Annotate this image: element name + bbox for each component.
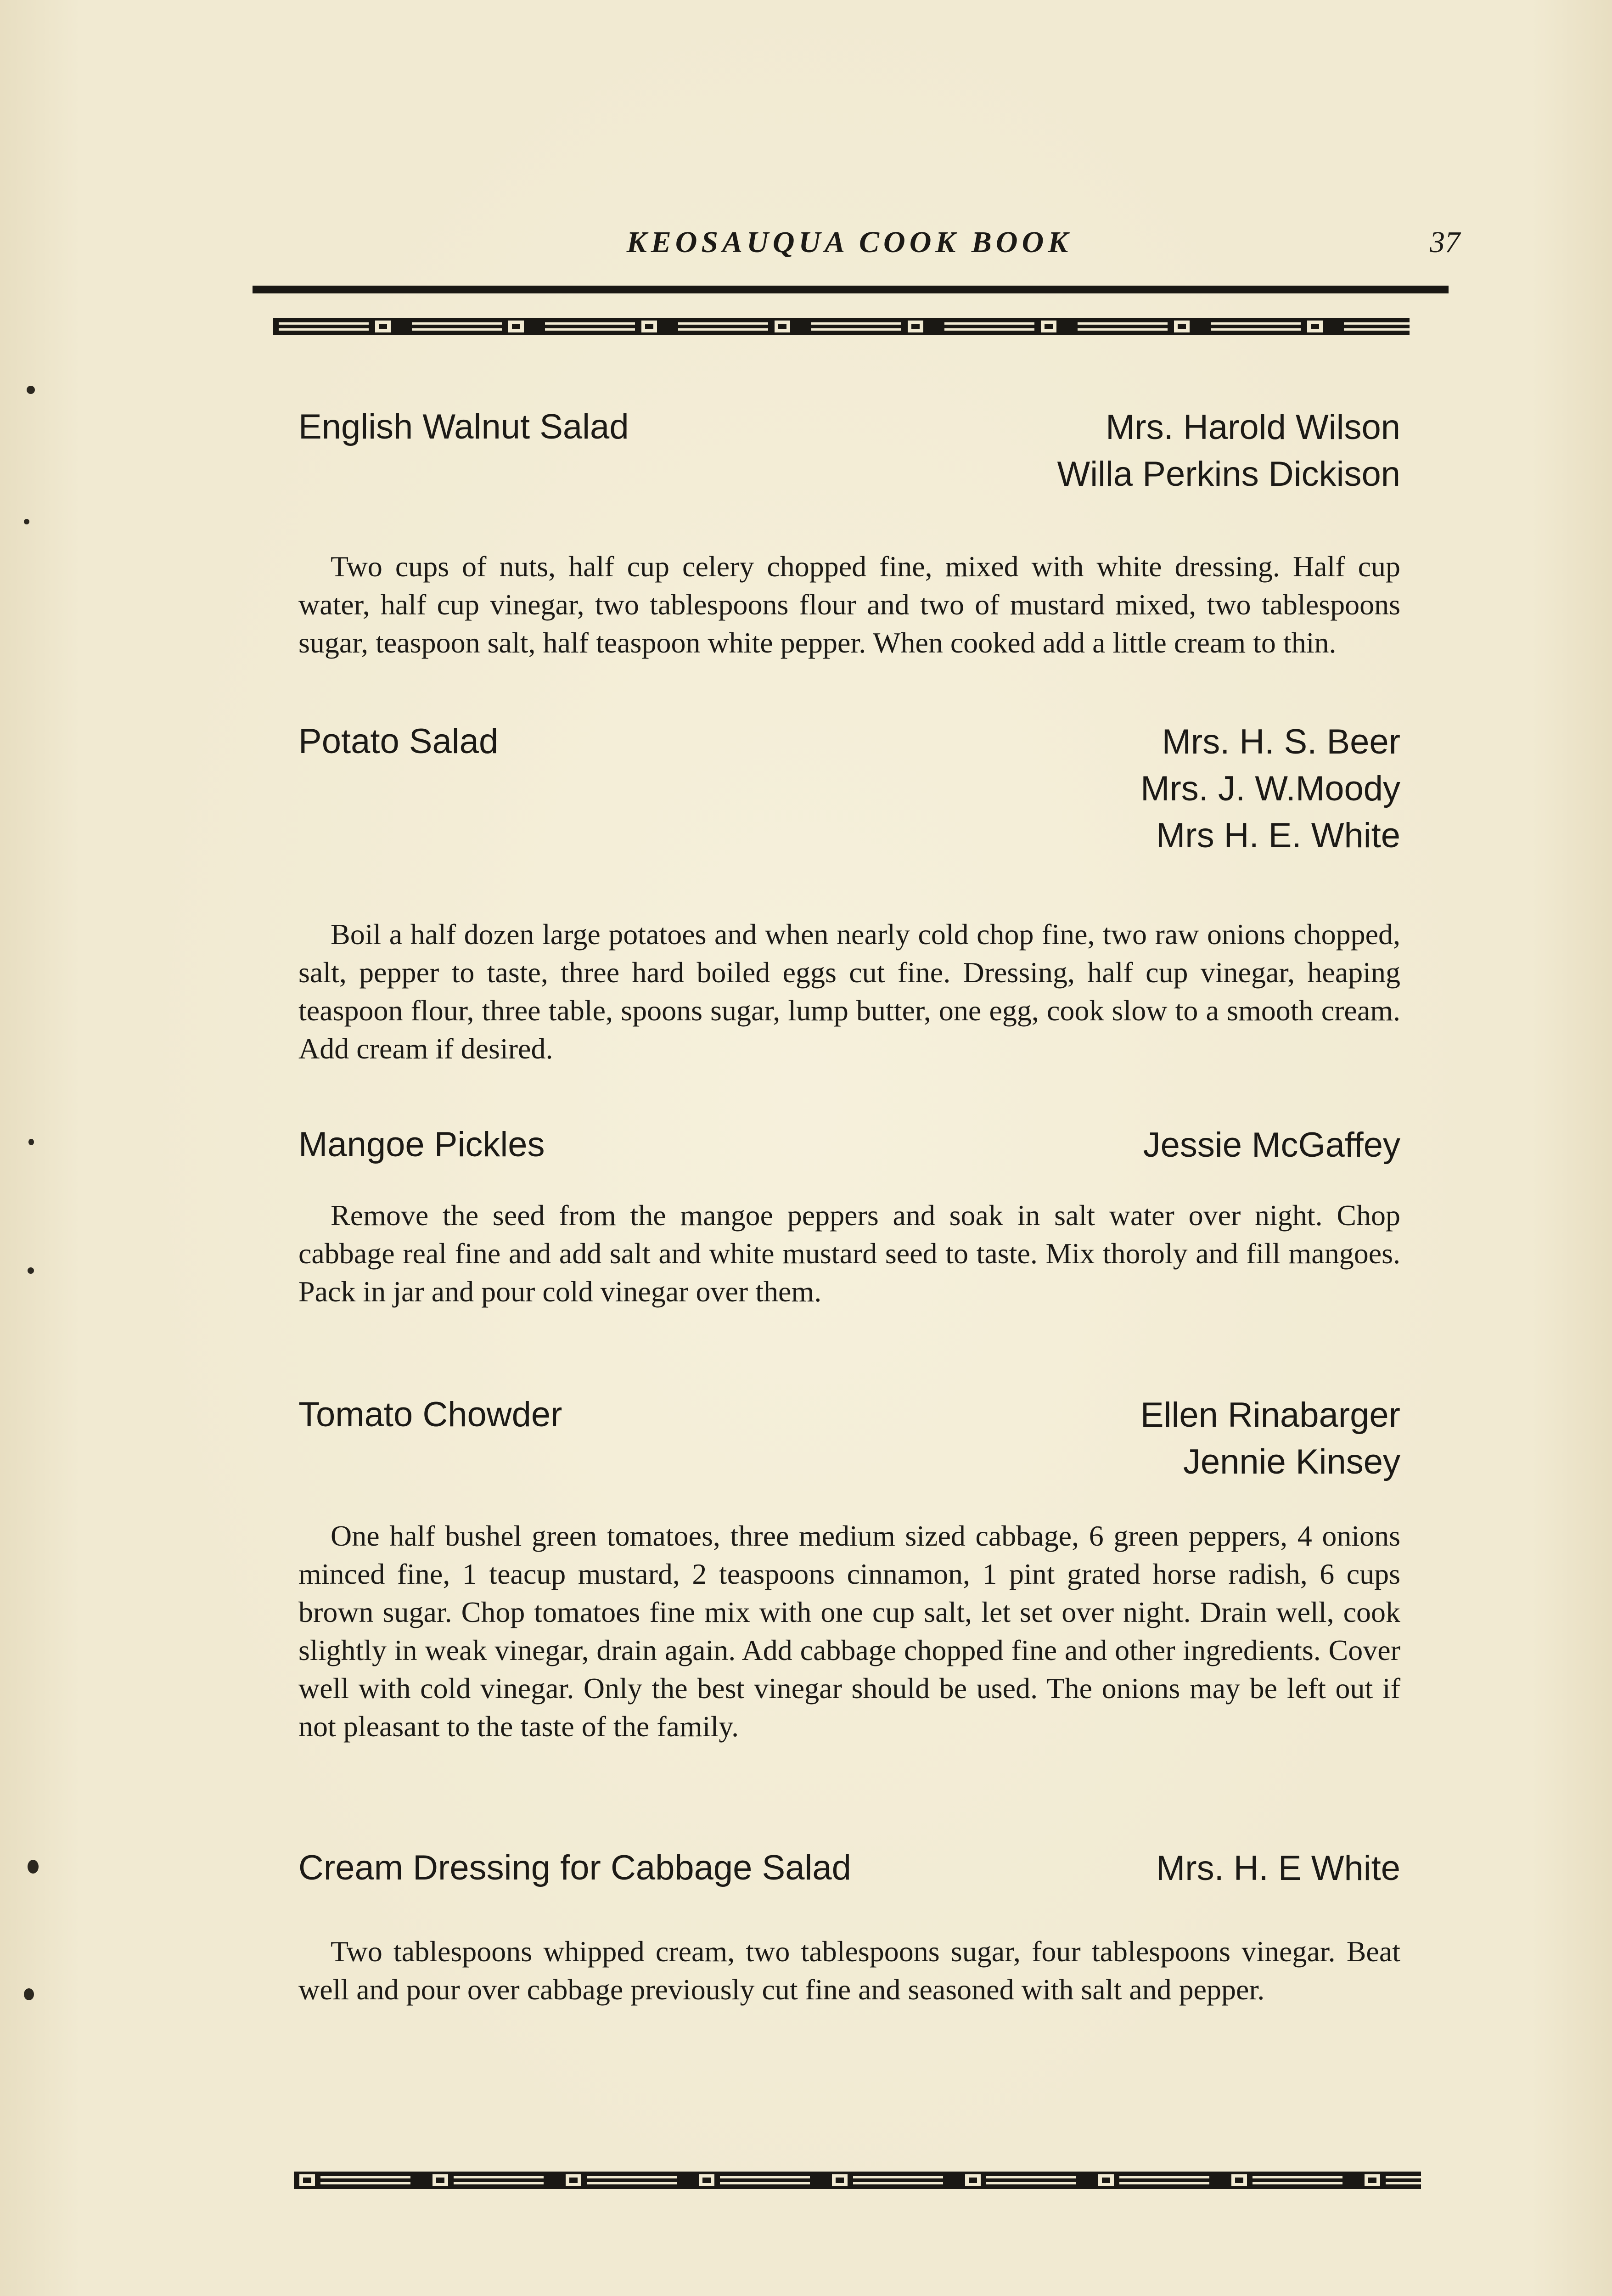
binding-speck: [27, 386, 35, 394]
recipe-header: [298, 404, 1400, 498]
recipe-cream-dressing-for-cabbage-salad: [298, 1845, 1400, 2009]
contributor-name: Mrs H. E. White: [1156, 816, 1400, 855]
recipe-instructions: Two cups of nuts, half cup celery chopped fine, mixed with white dressing. Half cup water, half cup vinegar, two tablespoons flour and two of mustard mixed, two tablespoons sugar, teaspoon salt, half teaspoon white pepper. When cooked add a little cream to thin.: [298, 550, 1400, 659]
ornamental-border-bottom: [294, 2170, 1421, 2191]
recipe-contributors: [758, 719, 1400, 859]
contributor-name: Ellen Rinabarger: [1140, 1396, 1400, 1435]
recipe-instructions: Two tablespoons whipped cream, two tablespoons sugar, four tablespoons vinegar. Beat well and pour over cabbage previously cut fine and seasoned with salt and pepper.: [298, 1935, 1400, 2006]
recipe-contributors: [758, 1845, 1400, 1892]
recipe-header: [298, 1392, 1400, 1486]
recipe-title: English Walnut Salad: [298, 407, 629, 446]
recipe-tomato-chowder: [298, 1392, 1400, 1745]
binding-speck: [28, 1860, 39, 1874]
binding-speck: [28, 1139, 34, 1145]
ornamental-border-top: [273, 316, 1410, 337]
recipe-contributors: [758, 404, 1400, 498]
recipe-instructions: Remove the seed from the mangoe peppers and soak in salt water over night. Chop cabbage real fine and add salt and white mustard seed to taste. Mix thoroly and fill mangoes. Pack in jar and pour cold vinegar over them.: [298, 1199, 1400, 1308]
recipe-header: [298, 1845, 1400, 1892]
page-number: 37: [1430, 225, 1460, 259]
contributor-name: Willa Perkins Dickison: [1057, 455, 1400, 494]
recipe-title: Tomato Chowder: [298, 1395, 562, 1434]
recipe-title: Mangoe Pickles: [298, 1125, 545, 1164]
recipe-contributors: [758, 1392, 1400, 1486]
binding-speck: [24, 519, 29, 524]
contributor-name: Jennie Kinsey: [1183, 1442, 1400, 1481]
recipe-header: [298, 719, 1400, 859]
recipe-mangoe-pickles: [298, 1122, 1400, 1311]
recipe-instructions: One half bushel green tomatoes, three medium sized cabbage, 6 green peppers, 4 onions minced fine, 1 teacup mustard, 2 teaspoons cinnamon, 1 pint grated horse radish, 6 cups brown sugar. Chop tomatoes fine mix with one cup salt, let set over night. Drain well, cook slightly in weak vinegar, drain again. Add cabbage chopped fine and other ingredients. Cover well with cold vinegar. Only the best vinegar should be used. The onions may be left out if not pleasant to the taste of the family.: [298, 1519, 1400, 1743]
recipe-potato-salad: [298, 719, 1400, 1068]
binding-speck: [24, 1988, 34, 2000]
running-title: KEOSAUQUA COOK BOOK: [626, 225, 1073, 259]
contributor-name: Mrs. H. E White: [1156, 1849, 1400, 1888]
binding-speck: [28, 1267, 34, 1274]
header-rule: [253, 286, 1449, 293]
recipe-header: [298, 1122, 1400, 1169]
recipe-english-walnut-salad: [298, 404, 1400, 662]
recipe-contributors: [758, 1122, 1400, 1169]
contributor-name: Mrs. J. W.Moody: [1140, 769, 1400, 808]
recipe-title: Potato Salad: [298, 722, 499, 761]
recipe-instructions: Boil a half dozen large potatoes and when nearly cold chop fine, two raw onions chopped, salt, pepper to taste, three hard boiled eggs cut fine. Dressing, half cup vinegar, heaping teaspoon flour, three table, spoons sugar, lump butter, one egg, cook slow to a smooth cream. Add cream if desired.: [298, 918, 1400, 1065]
contributor-name: Mrs. H. S. Beer: [1162, 722, 1400, 761]
contributor-name: Jessie McGaffey: [1143, 1125, 1400, 1165]
contributor-name: Mrs. Harold Wilson: [1106, 408, 1400, 447]
recipe-title: Cream Dressing for Cabbage Salad: [298, 1848, 851, 1887]
